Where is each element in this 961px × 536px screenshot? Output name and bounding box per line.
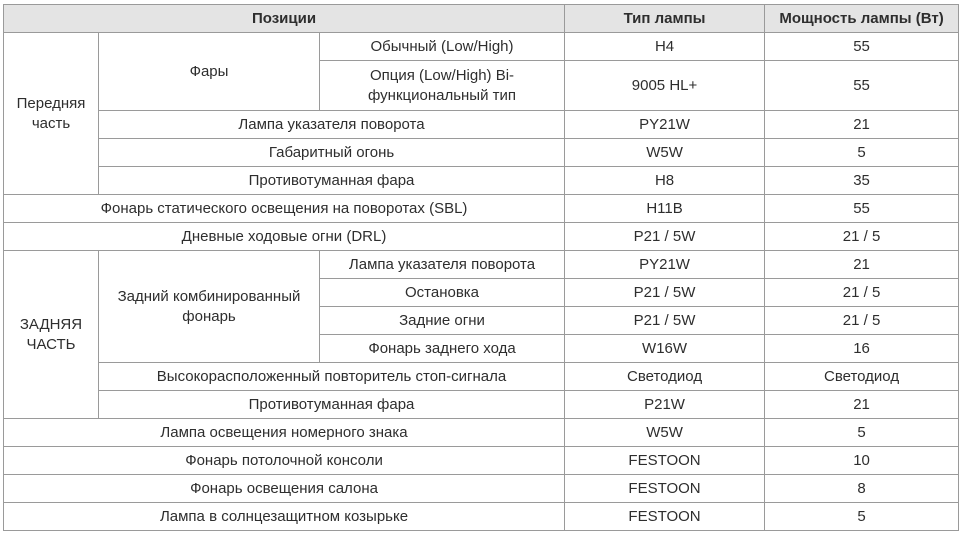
bulb-spec-table <box>3 4 959 531</box>
power-cell: 21 <box>765 251 959 279</box>
header-positions: Позиции <box>4 5 565 33</box>
type-cell: P21 / 5W <box>565 223 765 251</box>
power-cell: 8 <box>765 475 959 503</box>
power-cell: 55 <box>765 61 959 111</box>
table-row <box>4 195 959 223</box>
type-cell: P21W <box>565 391 765 419</box>
power-cell: 21 <box>765 111 959 139</box>
type-cell: FESTOON <box>565 503 765 531</box>
type-cell: FESTOON <box>565 475 765 503</box>
type-cell: W5W <box>565 419 765 447</box>
power-cell: 5 <box>765 139 959 167</box>
type-cell: PY21W <box>565 251 765 279</box>
position-cell: Лампа указателя поворота <box>99 111 565 139</box>
position-cell: Обычный (Low/High) <box>320 33 565 61</box>
header-lamp-type: Тип лампы <box>565 5 765 33</box>
power-cell: 21 / 5 <box>765 279 959 307</box>
position-cell: Фонарь заднего хода <box>320 335 565 363</box>
position-cell: Лампа в солнцезащитном козырьке <box>4 503 565 531</box>
power-cell: 35 <box>765 167 959 195</box>
position-cell: Фонарь освещения салона <box>4 475 565 503</box>
power-cell: 21 / 5 <box>765 307 959 335</box>
table-row <box>4 111 959 139</box>
table-row <box>4 503 959 531</box>
type-cell: P21 / 5W <box>565 279 765 307</box>
position-cell: Лампа указателя поворота <box>320 251 565 279</box>
power-cell: 21 / 5 <box>765 223 959 251</box>
table-row <box>4 33 959 61</box>
table-row <box>4 391 959 419</box>
position-cell: Высокорасположенный повторитель стоп-сигнала <box>99 363 565 391</box>
header-row <box>4 5 959 33</box>
position-cell: Противотуманная фара <box>99 391 565 419</box>
table-row <box>4 251 959 279</box>
position-cell: Фонарь потолочной консоли <box>4 447 565 475</box>
power-cell: 5 <box>765 503 959 531</box>
table-row <box>4 167 959 195</box>
type-cell: H8 <box>565 167 765 195</box>
type-cell: H4 <box>565 33 765 61</box>
table-row <box>4 447 959 475</box>
table-row <box>4 139 959 167</box>
type-cell: P21 / 5W <box>565 307 765 335</box>
power-cell: 55 <box>765 33 959 61</box>
subgroup-rear-combo: Задний комбинированный фонарь <box>99 251 320 363</box>
table-row <box>4 419 959 447</box>
type-cell: Светодиод <box>565 363 765 391</box>
group-front: Передняя часть <box>4 33 99 195</box>
type-cell: 9005 HL+ <box>565 61 765 111</box>
position-cell: Лампа освещения номерного знака <box>4 419 565 447</box>
power-cell: 10 <box>765 447 959 475</box>
type-cell: W5W <box>565 139 765 167</box>
power-cell: 55 <box>765 195 959 223</box>
position-cell: Остановка <box>320 279 565 307</box>
position-cell: Опция (Low/High) Bi-функциональный тип <box>320 61 565 111</box>
type-cell: W16W <box>565 335 765 363</box>
power-cell: 16 <box>765 335 959 363</box>
table-row <box>4 475 959 503</box>
position-cell: Задние огни <box>320 307 565 335</box>
table-row <box>4 223 959 251</box>
power-cell: 5 <box>765 419 959 447</box>
type-cell: H11B <box>565 195 765 223</box>
type-cell: FESTOON <box>565 447 765 475</box>
group-rear: ЗАДНЯЯ ЧАСТЬ <box>4 251 99 419</box>
power-cell: 21 <box>765 391 959 419</box>
position-cell: Фонарь статического освещения на поворотах (SBL) <box>4 195 565 223</box>
position-cell: Противотуманная фара <box>99 167 565 195</box>
position-cell: Дневные ходовые огни (DRL) <box>4 223 565 251</box>
subgroup-headlights: Фары <box>99 33 320 111</box>
table-row <box>4 363 959 391</box>
header-lamp-power: Мощность лампы (Вт) <box>765 5 959 33</box>
power-cell: Светодиод <box>765 363 959 391</box>
position-cell: Габаритный огонь <box>99 139 565 167</box>
type-cell: PY21W <box>565 111 765 139</box>
